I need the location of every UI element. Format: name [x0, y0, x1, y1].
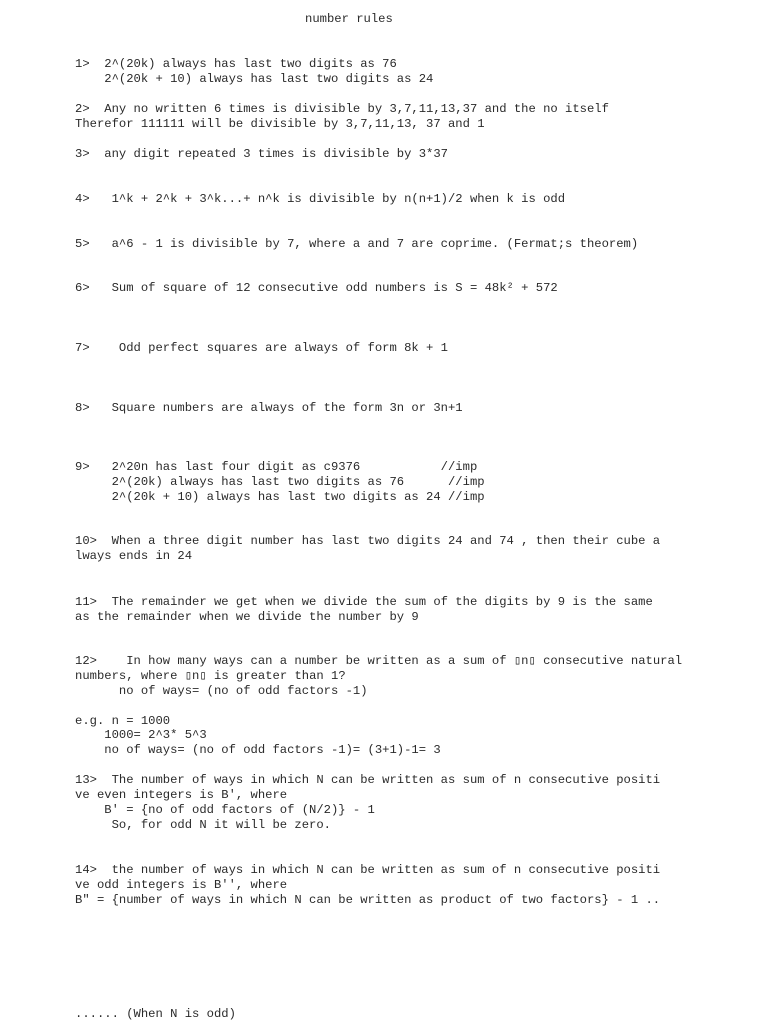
rule-12-line-3: no of ways= (no of odd factors -1) — [75, 684, 368, 698]
rule-12-line-1: 12> In how many ways can a number be written as a sum of ▯n▯ consecutive natural — [75, 654, 683, 668]
rule-6-line-1: 6> Sum of square of 12 consecutive odd numbers is S = 48k² + 572 — [75, 281, 558, 295]
rule-11-line-1: 11> The remainder we get when we divide the sum of the digits by 9 is the same — [75, 595, 653, 609]
rule-10-line-2: lways ends in 24 — [75, 549, 193, 563]
rule-2-line-2: Therefor 111111 will be divisible by 3,7,11,13, 37 and 1 — [75, 117, 485, 131]
rule-14-line-2: ve odd integers is B'', where — [75, 878, 288, 892]
rule-7-line-1: 7> Odd perfect squares are always of form 8k + 1 — [75, 341, 448, 355]
example-line-1: e.g. n = 1000 — [75, 714, 171, 728]
rule-14-line-3: B" = {number of ways in which N can be written as product of two factors} - 1 .. — [75, 893, 661, 907]
rule-9-line-1: 9> 2^20n has last four digit as c9376 //imp — [75, 460, 478, 474]
rule-10-line-1: 10> When a three digit number has last two digits 24 and 74 , then their cube a — [75, 534, 661, 548]
rule-14-line-1: 14> the number of ways in which N can be written as sum of n consecutive positi — [75, 863, 661, 877]
rule-12-line-2: numbers, where ▯n▯ is greater than 1? — [75, 669, 346, 683]
rule-5-line-1: 5> a^6 - 1 is divisible by 7, where a and 7 are coprime. (Fermat;s theorem) — [75, 237, 639, 251]
example-line-3: no of ways= (no of odd factors -1)= (3+1)-1= 3 — [75, 743, 441, 757]
page-title: number rules — [305, 12, 393, 26]
rule-13-line-2: ve even integers is B', where — [75, 788, 288, 802]
rule-2-line-1: 2> Any no written 6 times is divisible by 3,7,11,13,37 and the no itself — [75, 102, 609, 116]
rule-13-line-1: 13> The number of ways in which N can be written as sum of n consecutive positi — [75, 773, 661, 787]
rule-3-line-1: 3> any digit repeated 3 times is divisible by 3*37 — [75, 147, 448, 161]
rule-13-line-4: So, for odd N it will be zero. — [75, 818, 331, 832]
rule-4-line-1: 4> 1^k + 2^k + 3^k...+ n^k is divisible by n(n+1)/2 when k is odd — [75, 192, 566, 206]
rule-11-line-2: as the remainder when we divide the number by 9 — [75, 610, 419, 624]
rule-9-line-3: 2^(20k + 10) always has last two digits as 24 //imp — [75, 490, 485, 504]
rule-1-line-1: 1> 2^(20k) always has last two digits as 76 — [75, 57, 397, 71]
rule-13-line-3: B' = {no of odd factors of (N/2)} - 1 — [75, 803, 375, 817]
example-line-2: 1000= 2^3* 5^3 — [75, 728, 207, 742]
rule-1-line-2: 2^(20k + 10) always has last two digits as 24 — [75, 72, 434, 86]
rule-8-line-1: 8> Square numbers are always of the form 3n or 3n+1 — [75, 401, 463, 415]
tail-line-1: ...... (When N is odd) — [75, 1007, 236, 1021]
rule-9-line-2: 2^(20k) always has last two digits as 76 //imp — [75, 475, 485, 489]
